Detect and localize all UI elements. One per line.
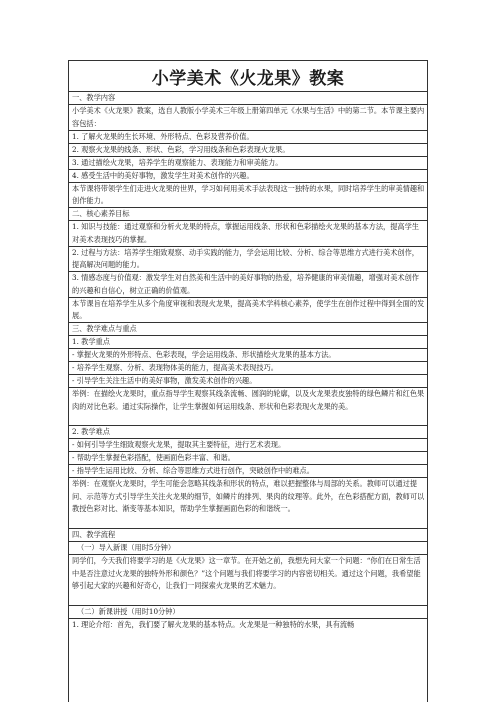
content-row: - 培养学生观察、分析、表现物体美的能力，提高美术表现技巧。 bbox=[69, 362, 427, 375]
content-row: 举例：在观察火龙果时，学生可能会忽略其线条和形状的特点，难以把握整体与局部的关系。教师可以通过提问、示范等方式引导学生关注火龙果的细节，如鳞片的排列、果肉的纹理等。此外，在色彩搭配方面，教师可以教授色彩对比、渐变等基本知识，帮助学生掌握画面色彩的和谐统一。 bbox=[69, 478, 427, 529]
content-row: 四、教学流程 bbox=[69, 529, 427, 542]
content-row: 1. 教学重点 bbox=[69, 336, 427, 349]
lesson-plan-document bbox=[68, 60, 428, 702]
content-row: - 指导学生运用比较、分析、综合等思维方式进行创作，突破创作中的难点。 bbox=[69, 465, 427, 478]
content-row: 小学美术《火龙果》教案，选自人教版小学美术三年级上册第四单元《水果与生活》中的第二节。本节课主要内容包括： bbox=[69, 105, 427, 131]
content-row: 3. 通过描绘火龙果，培养学生的观察能力、表现能力和审美能力。 bbox=[69, 157, 427, 170]
content-row: （一）导入新课（用时5分钟） bbox=[69, 542, 427, 555]
content-row: 1. 了解火龙果的生长环境、外形特点、色彩及营养价值。 bbox=[69, 131, 427, 144]
content-row: 3. 情感态度与价值观：激发学生对自然美和生活中的美好事物的热爱，培养健康的审美情趣，增强对美术创作的兴趣和自信心，树立正确的价值观。 bbox=[69, 272, 427, 298]
content-row: 二、核心素养目标 bbox=[69, 208, 427, 221]
content-row: 本节课将带领学生们走进火龙果的世界，学习如何用美术手法表现这一独特的水果，同时培养学生的审美情趣和创作能力。 bbox=[69, 183, 427, 209]
content-row: - 掌握火龙果的外形特点、色彩表现，学会运用线条、形状描绘火龙果的基本方法。 bbox=[69, 349, 427, 362]
content-row: 4. 感受生活中的美好事物，激发学生对美术创作的兴趣。 bbox=[69, 170, 427, 183]
content-row: 三、教学难点与重点 bbox=[69, 323, 427, 336]
content-row: 举例：在描绘火龙果时，重点指导学生观察其线条流畅、圆润的轮廓，以及火龙果表皮独特的绿色鳞片和红色果肉的对比色彩。通过实际操作，让学生掌握如何运用线条、形状和色彩表现火龙果的美。 bbox=[69, 388, 427, 426]
content-row: （二）新课讲授（用时10分钟） bbox=[69, 606, 427, 619]
content-row: - 帮助学生掌握色彩搭配，使画面色彩丰富、和谐。 bbox=[69, 452, 427, 465]
content-row: 2. 过程与方法：培养学生细致观察、动手实践的能力，学会运用比较、分析、综合等思维方式进行美术创作，提高解决问题的能力。 bbox=[69, 247, 427, 273]
content-row: 一、教学内容 bbox=[69, 92, 427, 105]
content-row: 2. 教学难点 bbox=[69, 426, 427, 439]
content-row: 本节课旨在培养学生从多个角度审视和表现火龙果，提高美术学科核心素养，使学生在创作过程中得到全面的发展。 bbox=[69, 298, 427, 324]
document-body bbox=[69, 92, 427, 632]
content-row: 同学们，今天我们将要学习的是《火龙果》这一章节。在开始之前，我想先问大家一个问题：“你们在日常生活中是否注意过火龙果的独特外形和颜色？”这个问题与我们将要学习的内容密切相关。通过这个问题，我希望能够引起大家的兴趣和好奇心，让我们一同探索火龙果的艺术魅力。 bbox=[69, 555, 427, 606]
content-row: 2. 观察火龙果的线条、形状、色彩，学习用线条和色彩表现火龙果。 bbox=[69, 144, 427, 157]
document-title: 小学美术《火龙果》教案 bbox=[69, 61, 427, 92]
content-row: 1. 知识与技能：通过观察和分析火龙果的特点，掌握运用线条、形状和色彩描绘火龙果的基本方法，提高学生对美术表现技巧的掌握。 bbox=[69, 221, 427, 247]
content-row: - 引导学生关注生活中的美好事物，激发美术创作的兴趣。 bbox=[69, 375, 427, 388]
content-row: - 如何引导学生细致观察火龙果，提取其主要特征，进行艺术表现。 bbox=[69, 439, 427, 452]
content-row: 1. 理论介绍：首先，我们要了解火龙果的基本特点。火龙果是一种独特的水果，具有流畅 bbox=[72, 620, 355, 629]
